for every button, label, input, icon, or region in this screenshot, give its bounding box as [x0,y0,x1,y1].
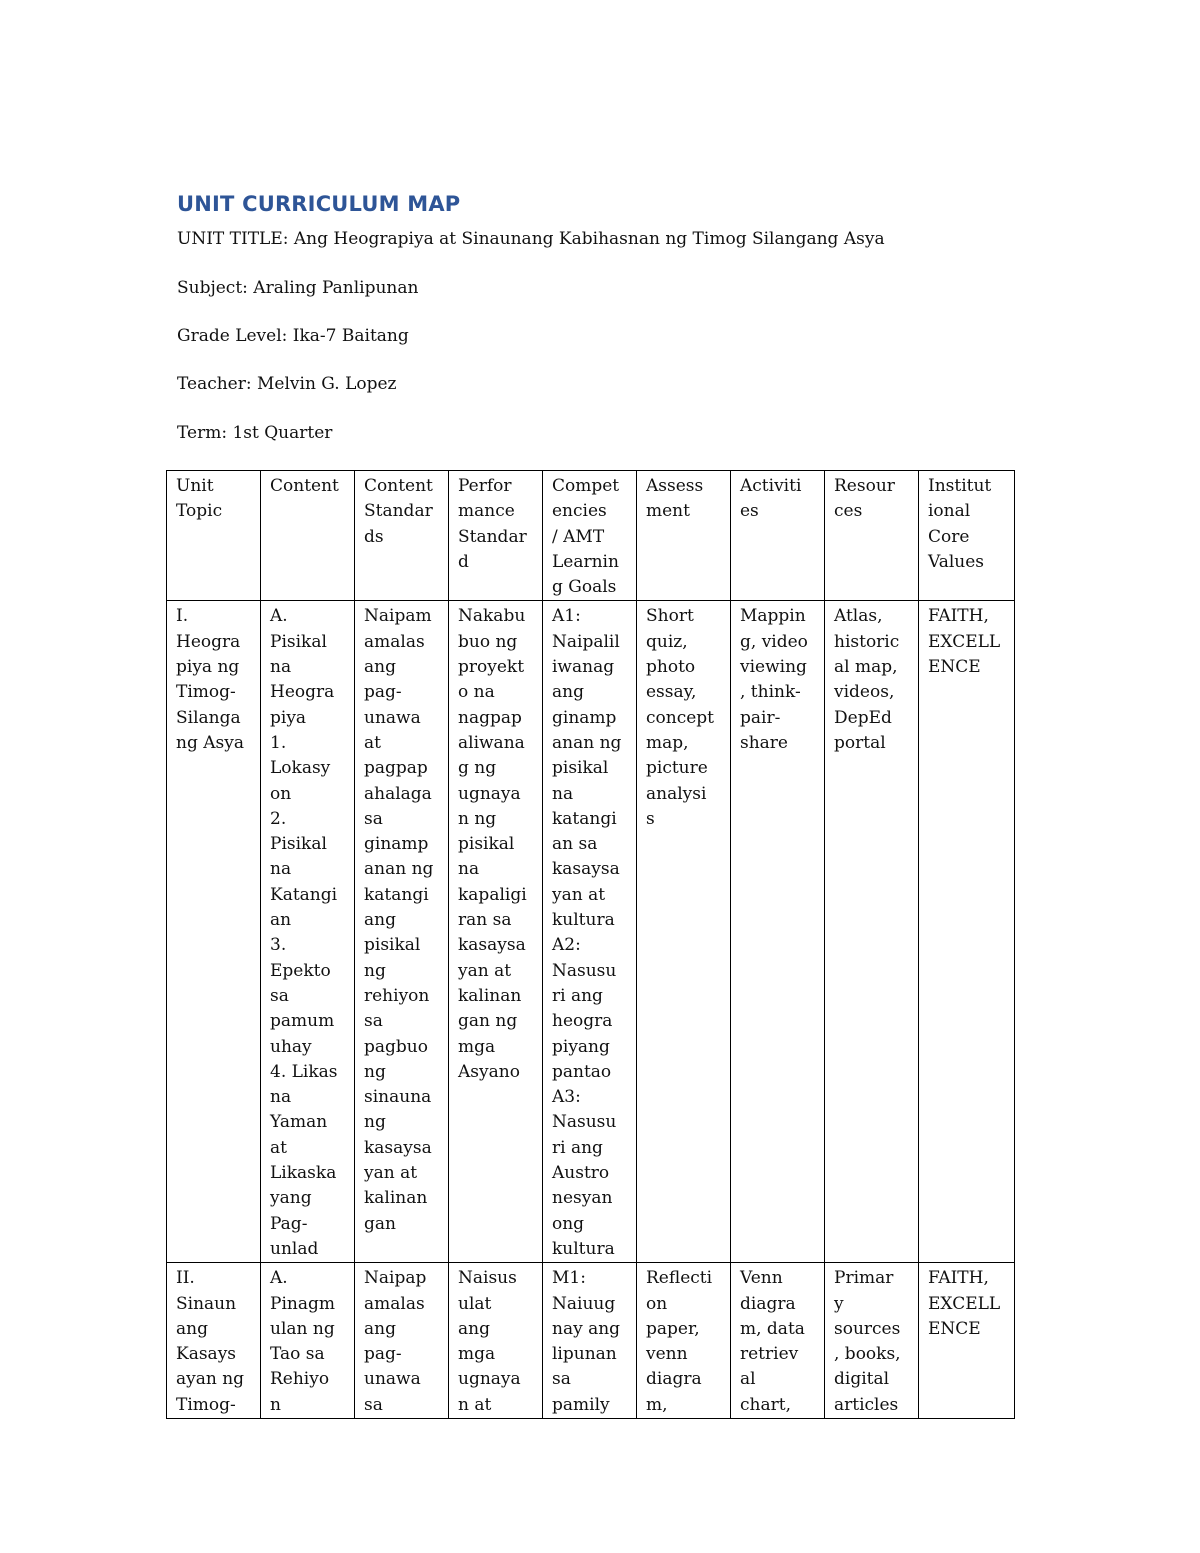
header-cell-performance-standard: Perfor mance Standar d [449,471,543,601]
table-cell: Short quiz, photo essay, concept map, picture analysi s [637,601,731,1263]
table-cell: M1: Naiuug nay ang lipunan sa pamily [543,1263,637,1419]
term-line: Term: 1st Quarter [177,423,333,443]
unit-title-line: UNIT TITLE: Ang Heograpiya at Sinaunang Kabihasnan ng Timog Silangang Asya [177,229,885,249]
header-cell-unit-topic: Unit Topic [167,471,261,601]
table-cell: Naipap amalas ang pag- unawa sa [355,1263,449,1419]
header-cell-activities: Activiti es [731,471,825,601]
curriculum-map-table [166,470,1015,1419]
header-cell-content-standards: Content Standar ds [355,471,449,601]
table-cell: Primar y sources , books, digital articles [825,1263,919,1419]
grade-level-line: Grade Level: Ika-7 Baitang [177,326,409,346]
teacher-line: Teacher: Melvin G. Lopez [177,374,397,394]
curriculum-map-table-wrapper [166,470,1014,1419]
table-cell: FAITH, EXCELL ENCE [919,1263,1015,1419]
header-cell-assessment: Assess ment [637,471,731,601]
table-header-row [167,471,1015,601]
table-cell: Mappin g, video viewing , think- pair- share [731,601,825,1263]
document-title: UNIT CURRICULUM MAP [177,192,461,216]
table-row [167,1263,1015,1419]
header-cell-core-values: Institut ional Core Values [919,471,1015,601]
table-cell: A. Pisikal na Heogra piya 1. Lokasy on 2. Pisikal na Katangi an 3. Epekto sa pamum uhay 4. Likas na Yaman at Likaska yang Pag- unlad [261,601,355,1263]
table-cell: A. Pinagm ulan ng Tao sa Rehiyo n [261,1263,355,1419]
table-row [167,601,1015,1263]
header-cell-resources: Resour ces [825,471,919,601]
table-cell: Venn diagra m, data retriev al chart, [731,1263,825,1419]
table-cell: I. Heogra piya ng Timog- Silanga ng Asya [167,601,261,1263]
header-cell-content: Content [261,471,355,601]
table-cell: II. Sinaun ang Kasays ayan ng Timog- [167,1263,261,1419]
table-cell: FAITH, EXCELL ENCE [919,601,1015,1263]
header-cell-competencies: Compet encies / AMT Learnin g Goals [543,471,637,601]
table-cell: Atlas, historic al map, videos, DepEd portal [825,601,919,1263]
table-cell: Naisus ulat ang mga ugnaya n at [449,1263,543,1419]
table-cell: Nakabu buo ng proyekt o na nagpap aliwana g ng ugnaya n ng pisikal na kapaligi ran sa kasaysa yan at kalinan gan ng mga Asyano [449,601,543,1263]
subject-line: Subject: Araling Panlipunan [177,278,419,298]
table-cell: Naipam amalas ang pag- unawa at pagpap ahalaga sa ginamp anan ng katangi ang pisikal ng rehiyon sa pagbuo ng sinauna ng kasaysa yan at kalinan gan [355,601,449,1263]
table-cell: A1: Naipalil iwanag ang ginamp anan ng pisikal na katangi an sa kasaysa yan at kultura A2: Nasusu ri ang heogra piyang pantao A3: Nasusu ri ang Austro nesyan ong kultura [543,601,637,1263]
table-cell: Reflecti on paper, venn diagra m, [637,1263,731,1419]
